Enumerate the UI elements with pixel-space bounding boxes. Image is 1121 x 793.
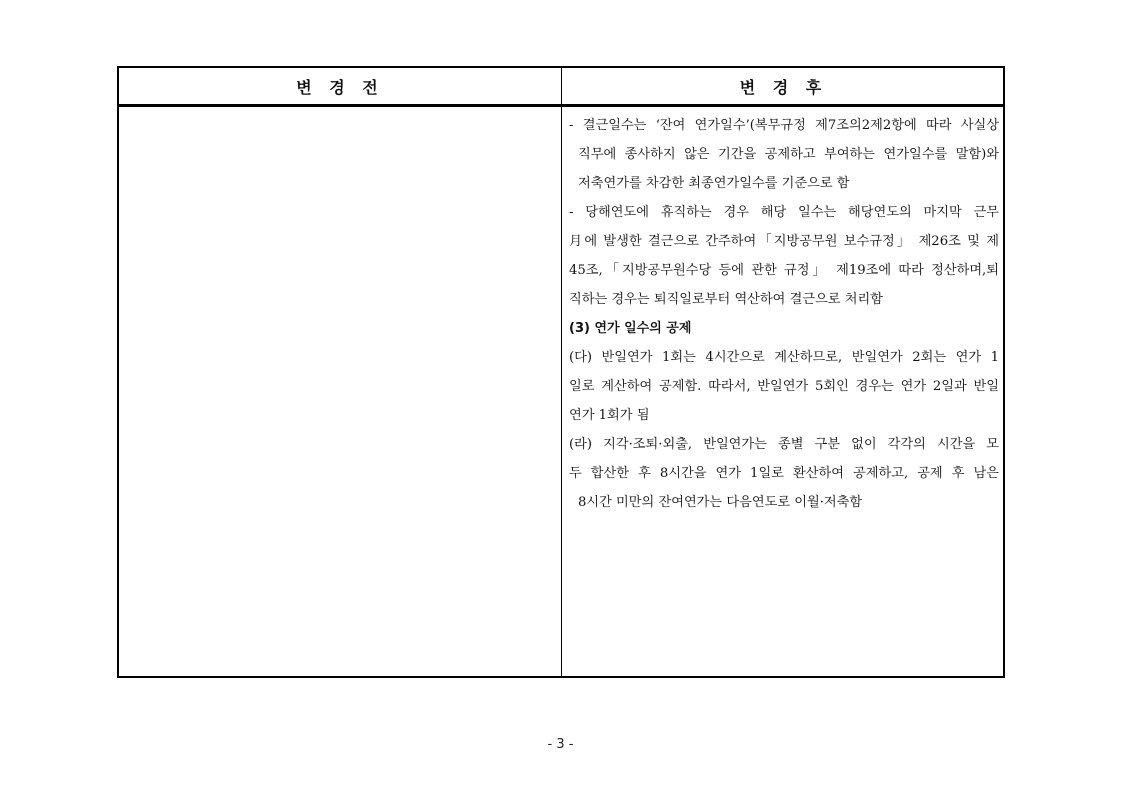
- column-divider: [561, 68, 562, 676]
- after-line: - 결근일수는 ‘잔여 연가일수’(복무규정 제7조의2제2항에 따라 사실상: [569, 118, 999, 133]
- header-before: 변 경 전: [296, 77, 384, 97]
- after-line: 저축연가를 차감한 최종연가일수를 기준으로 함: [578, 176, 850, 191]
- header-after: 변 경 후: [739, 77, 828, 97]
- after-line: 8시간 미만의 잔여연가는 다음연도로 이월·저축함: [578, 495, 863, 510]
- after-line: - 당해연도에 휴직하는 경우 해당 일수는 해당연도의 마지막 근무: [569, 205, 999, 220]
- comparison-table: [117, 66, 1005, 678]
- after-line: 직무에 종사하지 않은 기간을 공제하고 부여하는 연가일수를 말함)와: [578, 147, 999, 162]
- after-line: 45조,「지방공무원수당 등에 관한 규정」 제19조에 따라 정산하며,퇴: [569, 263, 999, 278]
- page-number: - 3 -: [547, 737, 574, 752]
- table-header-row: [119, 68, 1003, 107]
- after-line: 연가 1회가 됨: [569, 408, 650, 423]
- section-heading: (3) 연가 일수의 공제: [569, 321, 692, 336]
- after-cell: [569, 111, 999, 517]
- after-line: 두 합산한 후 8시간을 연가 1일로 환산하여 공제하고, 공제 후 남은: [569, 466, 999, 481]
- after-line: 직하는 경우는 퇴직일로부터 역산하여 결근으로 처리함: [569, 292, 883, 307]
- after-line: 月에 발생한 결근으로 간주하여「지방공무원 보수규정」 제26조 및 제: [569, 234, 999, 249]
- after-line: 일로 계산하여 공제함. 따라서, 반일연가 5회인 경우는 연가 2일과 반일: [569, 379, 999, 394]
- after-line: (라) 지각·조퇴·외출, 반일연가는 종별 구분 없이 각각의 시간을 모: [569, 437, 999, 452]
- after-line: (다) 반일연가 1회는 4시간으로 계산하므로, 반일연가 2회는 연가 1: [569, 350, 999, 365]
